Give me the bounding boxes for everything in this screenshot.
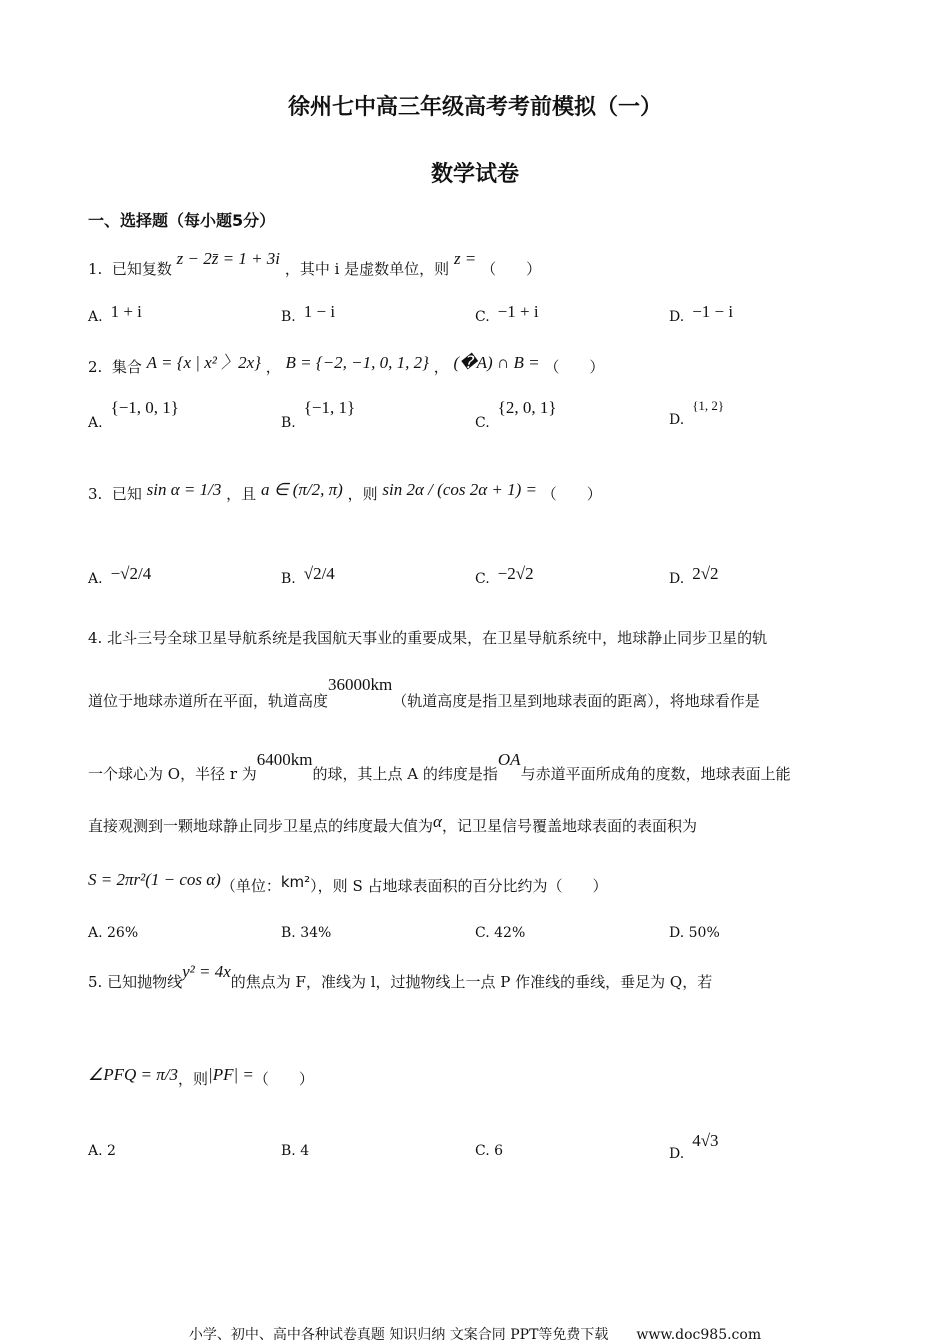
text: 2√2 [692,564,719,583]
text: 3. [88,485,103,503]
question-text: ，其中 i 是虚数单位，则 [284,260,450,278]
text: D. [669,571,685,587]
option-c [475,302,539,326]
text: {1, 2} [692,398,725,413]
text: 4. [88,629,103,647]
text: C. [475,309,490,325]
math-expression: B = {−2, −1, 0, 1, 2} [285,353,429,372]
question-3 [88,480,602,504]
math-expression: a ∈ (π/2, π) [260,480,343,499]
question-4-line-4 [88,812,697,836]
option-a [88,398,179,432]
text: {2, 0, 1} [497,398,557,417]
text: ， [265,358,281,376]
math-expression: z = [453,249,477,268]
text: A. [88,571,103,587]
option-a [88,564,152,588]
option-c [475,398,557,432]
math-expression: z − 2z̄ = 1 + 3i [176,249,281,268]
text: B. [281,309,296,325]
text: C. [475,571,490,587]
text: 34% [300,925,332,941]
answer-blank: （ ） [481,260,542,278]
text: √2/4 [303,564,335,583]
option-c [475,1143,503,1159]
text: C. [475,925,490,941]
text: B. [281,571,296,587]
text: −1 − i [692,302,734,321]
question-4-line-3 [88,750,791,784]
text: OA [497,750,521,769]
option-a [88,925,138,941]
text: |PF| = [208,1065,254,1084]
text: 一个球心为 O，半径 r 为 [88,765,257,783]
page-footer: 小学、初中、高中各种试卷真题 知识归纳 文案合同 PPT等免费下载 www.doc985.com [188,1327,762,1343]
option-b [281,1143,309,1159]
option-d [669,1131,719,1163]
question-text: 已知复数 [111,260,172,278]
exam-title: 徐州七中高三年级高考考前模拟（一） [287,95,662,120]
text: ，则 [347,485,378,503]
option-b [281,564,335,588]
question-2 [88,352,604,377]
text: B. [281,925,296,941]
text: ，记卫星信号覆盖地球表面的表面积为 [441,817,697,835]
text: ，则 [178,1070,209,1088]
text: （ ） [544,358,605,376]
option-a [88,302,142,326]
text: 1 − i [303,302,336,321]
text: （ ） [253,1070,314,1088]
text: A. [88,1143,103,1159]
option-d [669,925,720,941]
text: 的焦点为 F，准线为 l，过抛物线上一点 P 作准线的垂线，垂足为 Q，若 [230,973,713,991]
text: 1 + i [110,302,142,321]
question-5-line-2 [88,1065,314,1089]
option-b [281,925,331,941]
text: C. [475,1143,490,1159]
option-b [281,398,356,432]
text: 36000km [328,675,393,694]
text: 6400km [256,750,313,769]
math-expression: sin 2α / (cos 2α + 1) = [382,480,538,499]
option-b [281,302,336,326]
text: C. [475,415,490,431]
text: ， [433,358,449,376]
text: 直接观测到一颗地球静止同步卫星点的纬度最大值为 [88,817,434,835]
math-expression: (�A) ∩ B = [453,353,540,372]
text: ），则 S 占地球表面积的百分比约为（ ） [310,877,608,895]
text: D. [669,412,685,428]
text: 6 [494,1143,504,1159]
text: B. [281,1143,296,1159]
text: 已知抛物线 [107,973,183,991]
question-1 [88,249,542,279]
text: 50% [688,925,720,941]
text: （ ） [541,485,602,503]
text: A. [88,309,103,325]
text: （单位： [220,877,281,895]
option-c [475,564,534,588]
text: y² = 4x [182,962,231,981]
text: {−1, 1} [303,398,356,417]
option-d [669,564,719,588]
text: ，且 [226,485,257,503]
exam-subtitle: 数学试卷 [430,162,519,187]
text: km² [280,873,311,891]
text: 2. [88,358,103,376]
text: B. [281,415,296,431]
text: D. [669,925,685,941]
text: 4 [300,1143,310,1159]
option-a [88,1143,116,1159]
text: 42% [494,925,526,941]
text: α [433,812,442,831]
text: A. [88,925,103,941]
text: A. [88,415,103,431]
text: （轨道高度是指卫星到地球表面的距离），将地球看作是 [392,692,760,710]
text: −√2/4 [110,564,152,583]
question-number: 1. [88,260,103,278]
text: S = 2πr²(1 − cos α) [88,870,221,889]
section-heading: 一、选择题（每小题5分） [88,211,276,230]
question-4-line-2 [88,675,760,711]
math-expression: sin α = 1/3 [146,480,222,499]
text: D. [669,309,685,325]
question-4-line-1 [88,627,767,648]
text: D. [669,1146,685,1162]
question-5 [88,962,713,992]
text: 北斗三号全球卫星导航系统是我国航天事业的重要成果，在卫星导航系统中，地球静止同步卫星的轨 [107,629,768,647]
text: 与赤道平面所成角的度数，地球表面上能 [520,765,791,783]
text: −2√2 [497,564,534,583]
text: 的球，其上点 A 的纬度是指 [312,765,498,783]
option-d [669,398,725,428]
text: 已知 [111,485,142,503]
text: 4√3 [692,1131,719,1150]
option-c [475,925,525,941]
text: 2 [107,1143,116,1159]
text: −1 + i [497,302,539,321]
text: ∠PFQ = π/3 [88,1065,178,1084]
text: 26% [107,925,139,941]
option-d [669,302,734,326]
text: {−1, 0, 1} [110,398,179,417]
text: 5. [88,973,103,991]
question-4-line-5 [88,870,608,896]
math-expression: A = {x | x² 〉2x} [146,353,261,372]
text: 集合 [111,358,142,376]
text: 道位于地球赤道所在平面，轨道高度 [88,692,329,710]
